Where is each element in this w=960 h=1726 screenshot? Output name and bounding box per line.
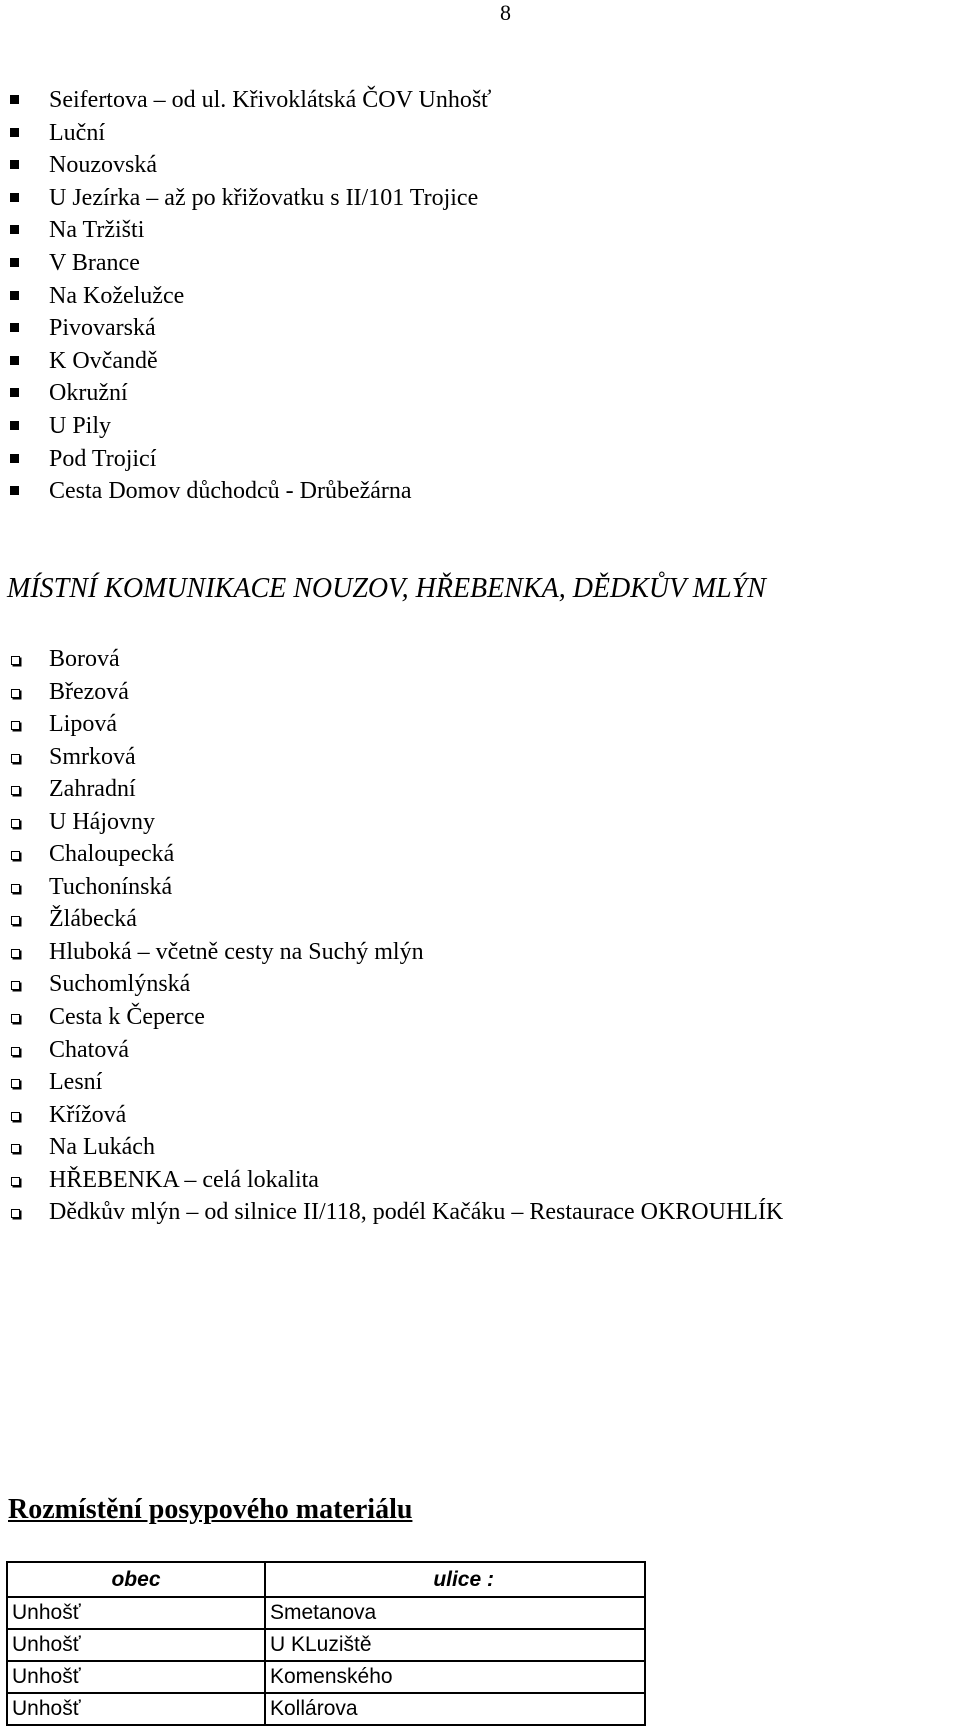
- checkbox-bullet-icon: [11, 1079, 20, 1088]
- list-item: [0, 741, 783, 774]
- street-list-unhost: [0, 84, 491, 508]
- table-row: [7, 1629, 645, 1661]
- square-bullet-icon: [10, 454, 19, 463]
- list-item-text: Seifertova – od ul. Křivoklátská ČOV Unhošť: [49, 87, 492, 113]
- list-item-text: Na Lukách: [49, 1134, 155, 1161]
- list-item: [0, 410, 491, 443]
- list-item: [0, 1164, 783, 1197]
- checkbox-bullet-icon: [11, 916, 20, 925]
- cell-obec: Unhošť: [7, 1629, 265, 1661]
- checkbox-bullet-icon: [11, 819, 20, 828]
- list-item-text: Chaloupecká: [49, 841, 175, 868]
- material-table: [6, 1561, 646, 1726]
- cell-ulice: U KLuziště: [265, 1629, 645, 1661]
- checkbox-bullet-icon: [11, 1047, 20, 1056]
- list-item-text: HŘEBENKA – celá lokalita: [49, 1166, 319, 1193]
- list-item: [0, 773, 783, 806]
- list-item: [0, 475, 491, 508]
- list-item-text: Pivovarská: [49, 315, 156, 342]
- list-item: [0, 117, 491, 150]
- cell-ulice: Smetanova: [265, 1597, 645, 1629]
- header-obec: obec: [7, 1562, 265, 1597]
- checkbox-bullet-icon: [11, 949, 20, 958]
- section-heading: MÍSTNÍ KOMUNIKACE NOUZOV, HŘEBENKA, DĚDKŮV MLÝN: [7, 573, 766, 604]
- list-item-text: Smrková: [49, 743, 136, 770]
- list-item-text: U Hájovny: [49, 808, 155, 835]
- list-item: [0, 1131, 783, 1164]
- list-item-text: Březová: [49, 678, 129, 705]
- list-item: [0, 1001, 783, 1034]
- list-item-text: Borová: [49, 646, 120, 672]
- list-item-text: Pod Trojicí: [49, 445, 157, 472]
- checkbox-bullet-icon: [11, 1144, 20, 1153]
- list-item-text: Nouzovská: [49, 152, 157, 179]
- list-item-text: Lipová: [49, 711, 117, 738]
- list-item-text: U Jezírka – až po křižovatku s II/101 Trojice: [49, 184, 479, 211]
- list-item: [0, 936, 783, 969]
- list-item: [0, 676, 783, 709]
- square-bullet-icon: [10, 323, 19, 332]
- checkbox-bullet-icon: [11, 1112, 20, 1121]
- square-bullet-icon: [10, 128, 19, 137]
- square-bullet-icon: [10, 388, 19, 397]
- list-item: [0, 871, 783, 904]
- cell-obec: Unhošť: [7, 1661, 265, 1693]
- list-item-text: Cesta Domov důchodců - Drůbežárna: [49, 478, 412, 505]
- checkbox-bullet-icon: [11, 1177, 20, 1186]
- list-item-text: U Pily: [49, 412, 112, 439]
- list-item-text: K Ovčandě: [49, 347, 158, 374]
- list-item: [0, 968, 783, 1001]
- checkbox-bullet-icon: [11, 851, 20, 860]
- list-item: [0, 1034, 783, 1067]
- list-item: [0, 1066, 783, 1099]
- list-item: [0, 149, 491, 182]
- square-bullet-icon: [10, 258, 19, 267]
- list-item: [0, 443, 491, 476]
- list-item-text: Tuchonínská: [49, 873, 173, 900]
- table-header-row: [7, 1562, 645, 1597]
- list-item: [0, 1196, 783, 1229]
- list-item: [0, 708, 783, 741]
- list-item-text: Na Tržišti: [49, 217, 145, 244]
- table-row: [7, 1661, 645, 1693]
- list-item: [0, 903, 783, 936]
- checkbox-bullet-icon: [11, 981, 20, 990]
- list-item-text: Zahradní: [49, 776, 136, 803]
- cell-obec: Unhošť: [7, 1597, 265, 1629]
- square-bullet-icon: [10, 356, 19, 365]
- list-item: [0, 182, 491, 215]
- list-item: [0, 377, 491, 410]
- list-item-text: Cesta k Čeperce: [49, 1004, 205, 1031]
- checkbox-bullet-icon: [11, 721, 20, 730]
- list-item: [0, 1099, 783, 1132]
- square-bullet-icon: [10, 421, 19, 430]
- checkbox-bullet-icon: [11, 1014, 20, 1023]
- list-item-text: Chatová: [49, 1036, 129, 1063]
- list-item-text: Luční: [49, 119, 105, 146]
- cell-ulice: Komenského: [265, 1661, 645, 1693]
- list-item-text: Dědkův mlýn – od silnice II/118, podél Kačáku – Restaurace OKROUHLÍK: [49, 1199, 784, 1226]
- list-item-text: V Brance: [49, 249, 140, 276]
- square-bullet-icon: [10, 486, 19, 495]
- material-heading: Rozmístění posypového materiálu: [8, 1494, 413, 1525]
- list-item-text: Suchomlýnská: [49, 971, 191, 998]
- table-row: [7, 1597, 645, 1629]
- checkbox-bullet-icon: [11, 884, 20, 893]
- checkbox-bullet-icon: [11, 754, 20, 763]
- square-bullet-icon: [10, 95, 19, 104]
- list-item: [0, 84, 491, 117]
- checkbox-bullet-icon: [11, 689, 20, 698]
- list-item-text: Na Koželužce: [49, 282, 185, 309]
- header-ulice: ulice :: [265, 1562, 645, 1597]
- list-item-text: Lesní: [49, 1069, 103, 1096]
- checkbox-bullet-icon: [11, 1209, 20, 1218]
- list-item: [0, 214, 491, 247]
- square-bullet-icon: [10, 291, 19, 300]
- page-number: 8: [500, 0, 511, 25]
- street-list-nouzov: [0, 643, 783, 1229]
- list-item: [0, 643, 783, 676]
- list-item: [0, 312, 491, 345]
- checkbox-bullet-icon: [11, 786, 20, 795]
- list-item-text: Hluboká – včetně cesty na Suchý mlýn: [49, 938, 424, 965]
- list-item-text: Žlábecká: [49, 906, 137, 933]
- table-row: [7, 1693, 645, 1725]
- square-bullet-icon: [10, 160, 19, 169]
- list-item: [0, 806, 783, 839]
- checkbox-bullet-icon: [11, 656, 20, 665]
- cell-ulice: Kollárova: [265, 1693, 645, 1725]
- cell-obec: Unhošť: [7, 1693, 265, 1725]
- list-item: [0, 838, 783, 871]
- list-item-text: Okružní: [49, 380, 128, 407]
- list-item: [0, 345, 491, 378]
- list-item: [0, 247, 491, 280]
- square-bullet-icon: [10, 193, 19, 202]
- list-item-text: Křížová: [49, 1101, 127, 1128]
- list-item: [0, 280, 491, 313]
- square-bullet-icon: [10, 225, 19, 234]
